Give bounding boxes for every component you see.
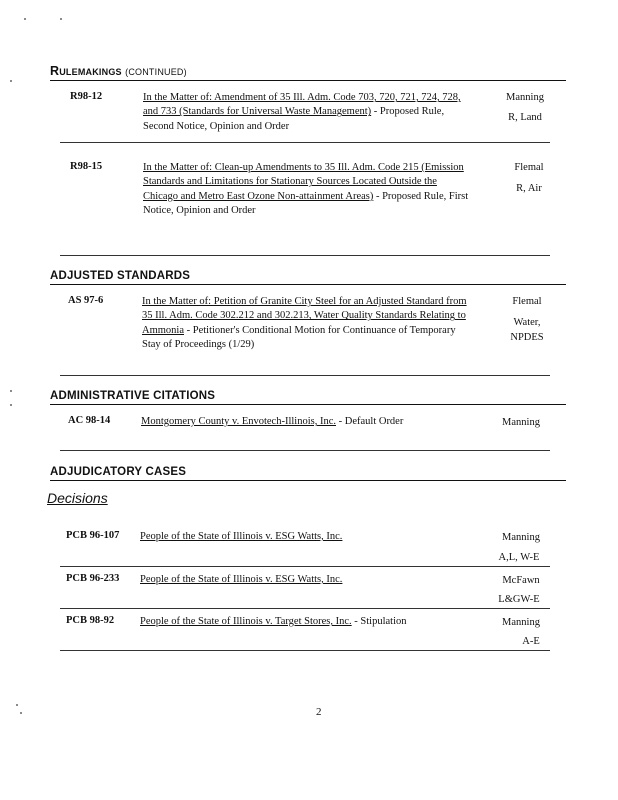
case-title-link[interactable]: In the Matter of: Clean-up Amendments to 35 Ill. Adm. Code 215 (Emission Standards and Limitations for Stationary Sources Located Outside the Chicago and Metro East Ozone Non-attainment Areas) bbox=[143, 162, 464, 202]
case-description: Montgomery County v. Envotech-Illinois, Inc. - Default Order bbox=[141, 416, 404, 427]
divider bbox=[60, 650, 550, 651]
case-category: R, Air bbox=[516, 183, 542, 194]
scan-speck bbox=[10, 404, 12, 406]
case-number: AS 97-6 bbox=[68, 295, 104, 306]
decisions-subheading: Decisions bbox=[47, 490, 108, 506]
case-description: In the Matter of: Clean-up Amendments to 35 Ill. Adm. Code 215 (Emission Standards and Limitations for Stationary Sources Located Outside the Chicago and Metro East Ozone Non-attainment Areas) - Proposed Rule, First Notice, Opinion and Order bbox=[143, 162, 469, 217]
page-number: 2 bbox=[316, 706, 322, 718]
board-member: Manning bbox=[506, 92, 544, 103]
rulemakings-heading: RULEMAKINGS (CONTINUED) bbox=[50, 64, 566, 81]
divider bbox=[60, 255, 550, 256]
scan-speck bbox=[10, 390, 12, 392]
case-title-link[interactable]: People of the State of Illinois v. ESG Watts, Inc. bbox=[140, 531, 343, 542]
divider bbox=[60, 142, 550, 143]
case-category: A,L, W-E bbox=[498, 552, 540, 563]
case-category: A-E bbox=[522, 636, 540, 647]
case-description: People of the State of Illinois v. Target Stores, Inc. - Stipulation bbox=[140, 616, 407, 627]
case-description: In the Matter of: Amendment of 35 Ill. Adm. Code 703, 720, 721, 724, 728, and 733 (Standards for Universal Waste Management) - Proposed Rule, Second Notice, Opinion and Order bbox=[143, 92, 461, 132]
case-number: PCB 96-107 bbox=[66, 530, 120, 541]
case-description bbox=[140, 530, 480, 544]
case-number: AC 98-14 bbox=[68, 415, 111, 426]
scan-speck bbox=[20, 712, 22, 714]
case-category: Water, bbox=[513, 317, 541, 328]
scan-speck bbox=[60, 18, 62, 20]
case-category: L&GW-E bbox=[498, 594, 540, 605]
case-title-link[interactable]: In the Matter of: Amendment of 35 Ill. Adm. Code 703, 720, 721, 724, 728, and 733 (Standards for Universal Waste Management) bbox=[143, 92, 461, 118]
board-member: Flemal bbox=[512, 296, 542, 307]
administrative-citations-heading: ADMINISTRATIVE CITATIONS bbox=[50, 390, 566, 405]
adjudicatory-cases-heading: ADJUDICATORY CASES bbox=[50, 466, 566, 481]
board-member: Flemal bbox=[514, 162, 544, 173]
case-number: PCB 98-92 bbox=[66, 615, 115, 626]
board-member: Manning bbox=[502, 617, 540, 628]
scan-speck bbox=[16, 704, 18, 706]
case-category: NPDES bbox=[510, 332, 544, 343]
divider bbox=[60, 566, 550, 567]
board-member: Manning bbox=[502, 532, 540, 543]
case-description bbox=[140, 573, 480, 587]
case-number: PCB 96-233 bbox=[66, 573, 120, 584]
case-description: In the Matter of: Petition of Granite City Steel for an Adjusted Standard from 35 Ill. Adm. Code 302.212 and 302.213, Water Quality Standards Relating to Ammonia - Petitioner's Conditional Motion for Continuance of Temporary Stay of Proceedings (1/29) bbox=[142, 296, 467, 351]
case-title-link[interactable]: Montgomery County v. Envotech-Illinois, Inc. bbox=[141, 416, 336, 427]
case-title-link[interactable]: In the Matter of: Petition of Granite City Steel for an Adjusted Standard from 35 Ill. Adm. Code 302.212 and 302.213, Water Quality Standards Relating to Ammonia bbox=[142, 296, 467, 336]
case-number: R98-15 bbox=[70, 161, 103, 172]
scan-speck bbox=[24, 18, 26, 20]
case-category: R, Land bbox=[508, 112, 542, 123]
board-member: McFawn bbox=[502, 575, 540, 586]
divider bbox=[60, 608, 550, 609]
divider bbox=[60, 375, 550, 376]
adjusted-standards-heading: ADJUSTED STANDARDS bbox=[50, 270, 566, 285]
divider bbox=[60, 450, 550, 451]
board-member: Manning bbox=[502, 417, 540, 428]
case-title-link[interactable]: People of the State of Illinois v. Target Stores, Inc. bbox=[140, 616, 352, 627]
case-number: R98-12 bbox=[70, 91, 103, 102]
case-title-link[interactable]: People of the State of Illinois v. ESG Watts, Inc. bbox=[140, 574, 343, 585]
scan-speck bbox=[10, 80, 12, 82]
